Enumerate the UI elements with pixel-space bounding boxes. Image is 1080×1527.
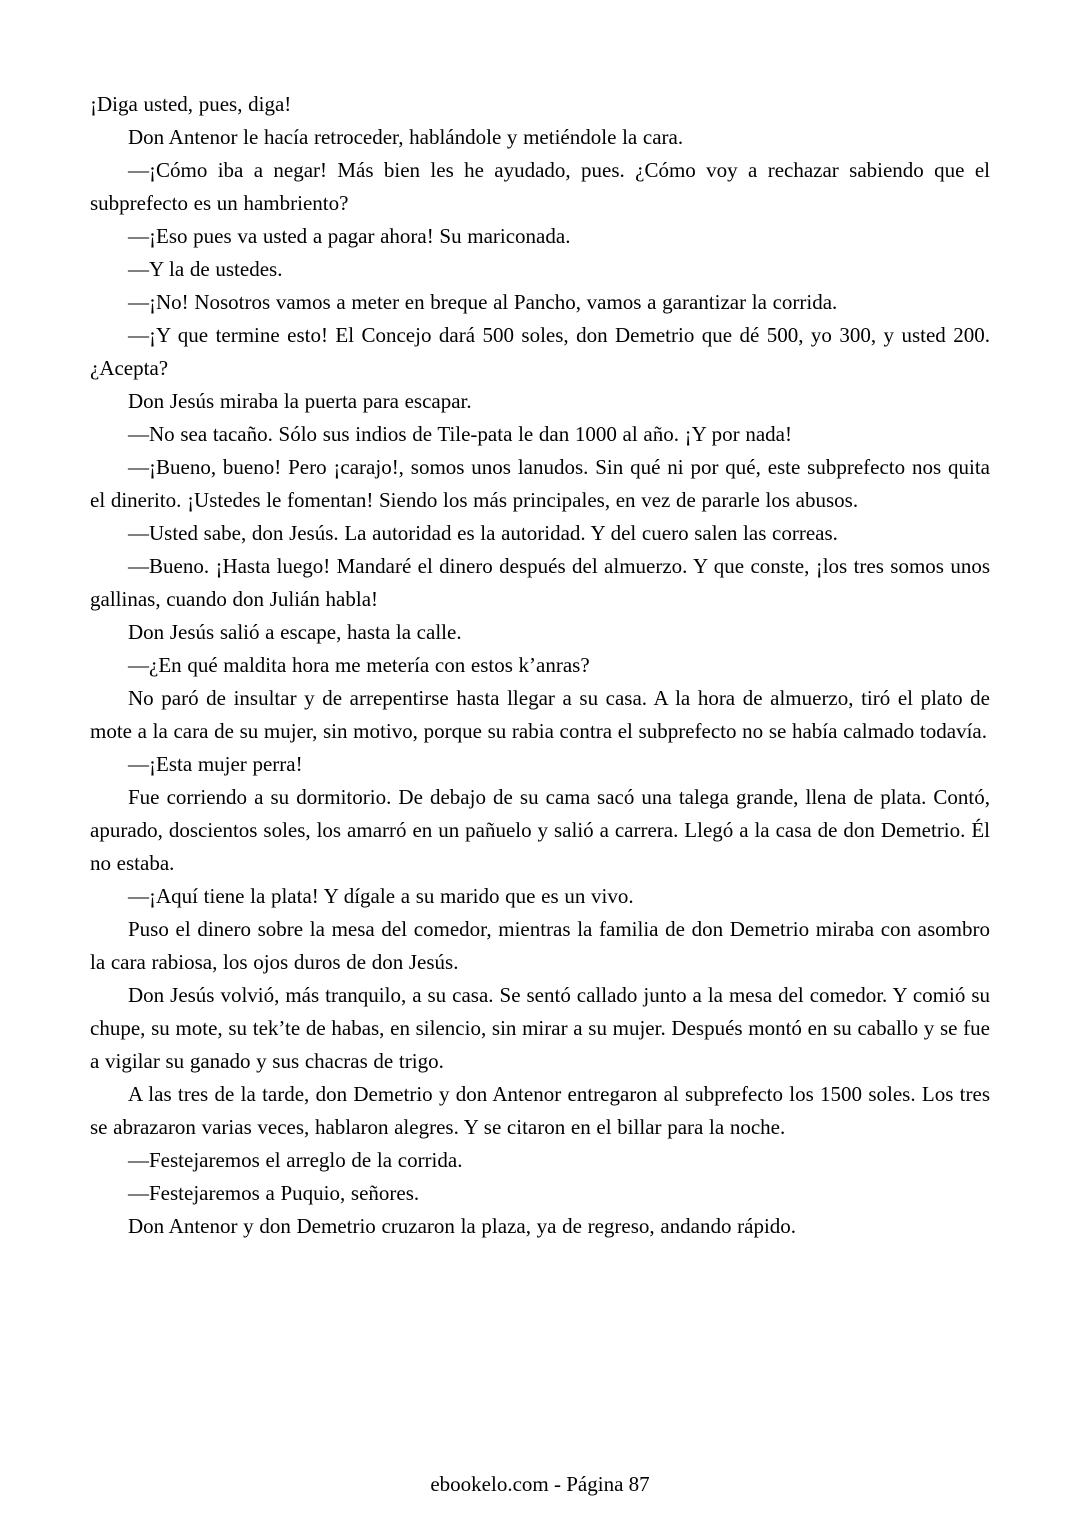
paragraph: Don Antenor le hacía retroceder, hablándole y metiéndole la cara. (128, 125, 684, 149)
paragraph: Don Jesús miraba la puerta para escapar. (128, 389, 472, 413)
paragraph: —Festejaremos a Puquio, señores. (128, 1181, 420, 1205)
page-text (90, 88, 990, 1243)
page-footer (0, 1471, 1080, 1497)
paragraph: No paró de insultar y de arrepentirse hasta llegar a su casa. A la hora de almuerzo, tiró el plato de mote a la cara de su mujer, sin motivo, porque su rabia contra el subprefecto no se había calmado todavía. (90, 686, 990, 743)
paragraph: Don Jesús salió a escape, hasta la calle. (128, 620, 462, 644)
paragraph: A las tres de la tarde, don Demetrio y don Antenor entregaron al subprefecto los 1500 soles. Los tres se abrazaron varias veces, hablaron alegres. Y se citaron en el billar para la noche. (90, 1082, 990, 1139)
paragraph: —Bueno. ¡Hasta luego! Mandaré el dinero después del almuerzo. Y que conste, ¡los tres somos unos gallinas, cuando don Julián habla! (90, 554, 990, 611)
paragraph: —¡No! Nosotros vamos a meter en breque al Pancho, vamos a garantizar la corrida. (128, 290, 838, 314)
paragraph: —¿En qué maldita hora me metería con estos k’anras? (128, 653, 590, 677)
paragraph: —¡Aquí tiene la plata! Y dígale a su marido que es un vivo. (128, 884, 634, 908)
footer-text: ebookelo.com - Página 87 (430, 1472, 650, 1496)
paragraph: Fue corriendo a su dormitorio. De debajo de su cama sacó una talega grande, llena de plata. Contó, apurado, doscientos soles, los amarró en un pañuelo y salió a carrera. Llegó a la casa de don Demetrio. Él no estaba. (90, 785, 990, 875)
paragraph: —Y la de ustedes. (128, 257, 283, 281)
paragraph: ¡Diga usted, pues, diga! (90, 92, 292, 116)
paragraph: Don Antenor y don Demetrio cruzaron la plaza, ya de regreso, andando rápido. (128, 1214, 797, 1238)
paragraph: —Festejaremos el arreglo de la corrida. (128, 1148, 463, 1172)
paragraph: Don Jesús volvió, más tranquilo, a su casa. Se sentó callado junto a la mesa del comedor. Y comió su chupe, su mote, su tek’te de habas, en silencio, sin mirar a su mujer. Después montó en su caballo y se fue a vigilar su ganado y sus chacras de trigo. (90, 983, 990, 1073)
paragraph: —¡Bueno, bueno! Pero ¡carajo!, somos unos lanudos. Sin qué ni por qué, este subprefecto nos quita el dinerito. ¡Ustedes le fomentan! Siendo los más principales, en vez de pararle los abusos. (90, 455, 990, 512)
paragraph: —¡Y que termine esto! El Concejo dará 500 soles, don Demetrio que dé 500, yo 300, y usted 200. ¿Acepta? (90, 323, 990, 380)
paragraph: —¡Eso pues va usted a pagar ahora! Su mariconada. (128, 224, 571, 248)
paragraph: —Usted sabe, don Jesús. La autoridad es la autoridad. Y del cuero salen las correas. (128, 521, 838, 545)
paragraph: —No sea tacaño. Sólo sus indios de Tile-pata le dan 1000 al año. ¡Y por nada! (128, 422, 792, 446)
paragraph: —¡Cómo iba a negar! Más bien les he ayudado, pues. ¿Cómo voy a rechazar sabiendo que el subprefecto es un hambriento? (90, 158, 990, 215)
paragraph: Puso el dinero sobre la mesa del comedor, mientras la familia de don Demetrio miraba con asombro la cara rabiosa, los ojos duros de don Jesús. (90, 917, 990, 974)
paragraph: —¡Esta mujer perra! (128, 752, 303, 776)
